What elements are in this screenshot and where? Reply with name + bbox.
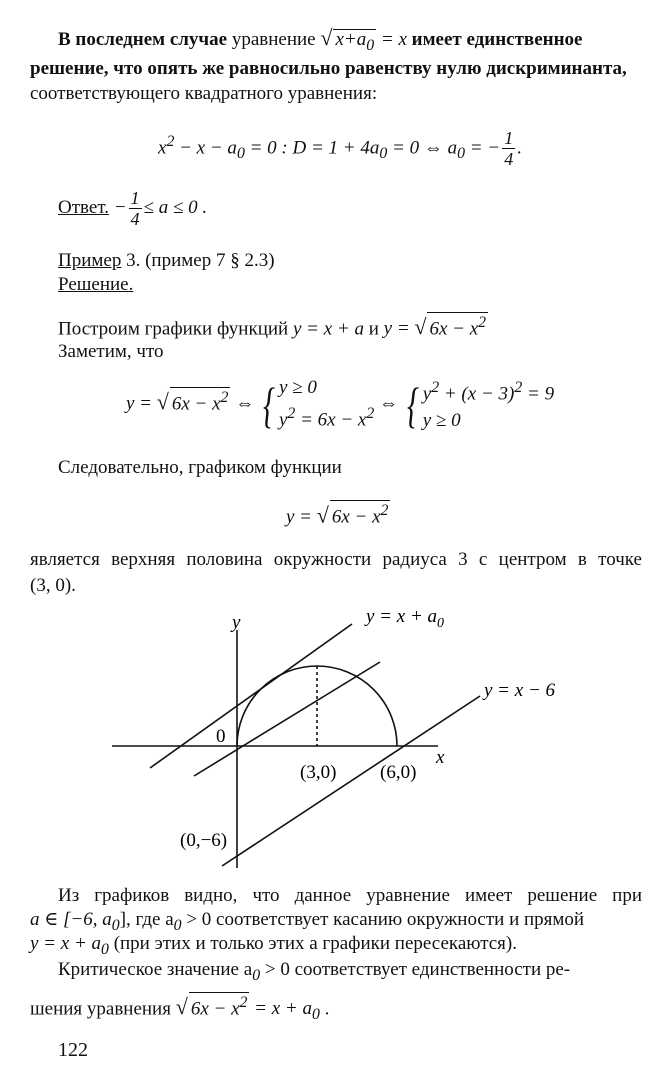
tangent-line-label: $y = x + a_0$ — [366, 606, 445, 631]
equation-discriminant: $x^2 - x - a_0 = 0$ : $D = 1 + 4a_0 = 0$ ⇔ $a_0$ = − $\frac{1}{4}$ . — [158, 128, 522, 170]
low-line-label: y = x − 6 — [484, 680, 556, 701]
system-equation: y = √ $6x - x^2$ ⇔ { y ≥ 0 $y^2 = 6x - x^2$ ⇔ { $y^2 + (x - 3)^2 = 9$ y ≥ 0 — [126, 376, 555, 433]
conclusion-line-3: $y = x + a_0$ (при этих и только этих a графики пересекаются). — [30, 933, 517, 958]
bold-text: имеет единственное — [411, 29, 583, 50]
text: уравнение — [227, 29, 321, 50]
example-title: Пример — [58, 250, 122, 271]
graph — [0, 600, 672, 870]
answer-label: Ответ. — [58, 197, 109, 218]
paragraph-1-line-2: решение, что опять же равносильно равенству нулю дискриминанта, — [30, 58, 627, 79]
answer-math: − $\frac{1}{4}$ ≤ a ≤ 0 . — [113, 188, 208, 230]
conclusion-line-4: Критическое значение $a_0 > 0$ соответствует единственности ре- — [58, 959, 571, 984]
solution-label: Решение. — [58, 274, 134, 295]
page-number: 122 — [58, 1039, 88, 1061]
example-heading — [58, 249, 275, 273]
conclusion-line-5: шения уравнения √ $6x - x^2 = x + a_0$ . — [30, 994, 330, 1024]
point-60: (6,0) — [380, 762, 417, 783]
point-0-minus-6: (0,−6) — [180, 830, 228, 851]
bold-text: В последнем случае — [58, 29, 228, 50]
example-ref: 3. (пример 7 § 2.3) — [121, 250, 275, 271]
paragraph-1-line-3: соответствующего квадратного уравнения: — [30, 83, 378, 104]
half-circle-line-2: (3, 0). — [30, 575, 76, 596]
point-30: (3,0) — [300, 762, 337, 783]
line-low — [222, 696, 480, 866]
line-middle — [194, 662, 380, 776]
note-line: Заметим, что — [58, 341, 164, 362]
function-display: y = √ $6x - x^2$ — [286, 502, 389, 528]
half-circle-line-1: является верхняя половина окружности радиуса 3 с центром в точке — [30, 549, 642, 570]
therefore-line: Следовательно, графиком функции — [58, 457, 342, 478]
conclusion-line-2: a ∈ [−6, $a_0$], где $a_0 > 0$ соответствует касанию окружности и прямой — [30, 909, 585, 934]
function-1: y = x + a — [292, 318, 364, 340]
answer — [58, 188, 207, 229]
y-label: y — [232, 612, 241, 633]
x-label: x — [436, 747, 445, 768]
math-equation: √ $x+a_0 = x$ — [320, 25, 412, 54]
origin-label: 0 — [216, 726, 226, 747]
function-2: y = √ $6x - x^2$ — [383, 314, 487, 340]
build-line: Построим графики функций y = x + a и y = √ $6x - x^2$ — [58, 314, 487, 340]
conclusion-line-1: Из графиков видно, что данное уравнение имеет решение при — [58, 885, 642, 906]
paragraph-1-line-1 — [58, 26, 582, 56]
